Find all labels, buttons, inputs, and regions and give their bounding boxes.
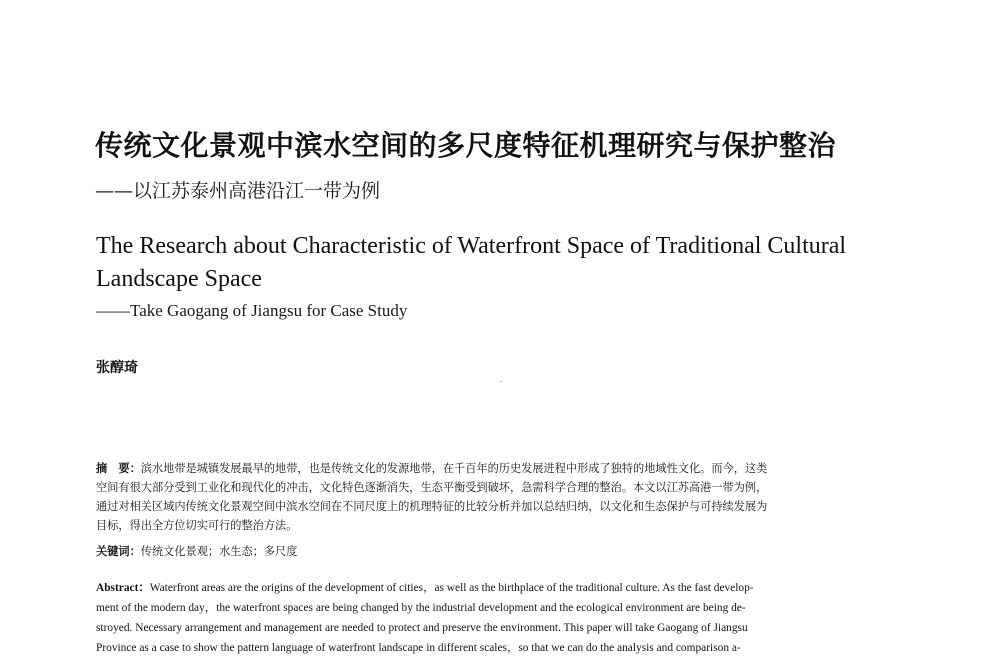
chinese-subtitle: ——以江苏泰州高港沿江一带为例	[95, 180, 381, 202]
chinese-abstract-line-3: 通过对相关区域内传统文化景观空间中滨水空间在不同尺度上的机理特征的比较分析并加以总结归纳，以文化和生态保护与可持续发展为	[96, 500, 768, 513]
keywords-line	[96, 543, 297, 559]
english-abstract-line-1	[96, 578, 896, 598]
chinese-title: 传统文化景观中滨水空间的多尺度特征机理研究与保护整治	[95, 129, 837, 162]
keywords-label: 关键词：	[96, 545, 141, 558]
scan-speck	[500, 381, 502, 382]
chinese-abstract-line-4: 目标，得出全方位切实可行的整治方法。	[96, 519, 298, 532]
chinese-abstract-text-1: 滨水地带是城镇发展最早的地带，也是传统文化的发源地带，在千百年的历史发展进程中形成了独特的地域性文化。而今，这类	[140, 462, 768, 475]
english-title-line-1: The Research about Characteristic of Waterfront Space of Traditional Cultural	[96, 233, 847, 259]
chinese-abstract	[96, 459, 896, 535]
english-title	[96, 230, 896, 296]
author-name: 张醇琦	[96, 360, 138, 376]
english-abstract	[96, 578, 896, 658]
english-abstract-text-1: Waterfront areas are the origins of the development of cities，as well as the birthplace of the traditional culture. As the fast develop-	[149, 582, 754, 594]
english-abstract-label: Abstract：	[96, 582, 150, 594]
english-title-line-2: Landscape Space	[96, 266, 262, 292]
english-abstract-line-3: stroyed. Necessary arrangement and management are needed to protect and preserve the environment. This paper will take Gaogang of Jiangsu	[96, 622, 748, 634]
english-subtitle: ——Take Gaogang of Jiangsu for Case Study	[96, 301, 408, 320]
keywords-text: 传统文化景观；水生态；多尺度	[140, 545, 298, 558]
english-abstract-line-4: Province as a case to show the pattern language of waterfront landscape in different scales，so that we can do the analysis and comparison a-	[96, 642, 741, 654]
english-abstract-line-2: ment of the modern day，the waterfront spaces are being changed by the industrial development and the ecological environment are being de-	[96, 602, 746, 614]
chinese-abstract-label: 摘 要：	[96, 462, 141, 475]
chinese-abstract-line-1	[96, 459, 896, 478]
chinese-abstract-line-2: 空间有很大部分受到工业化和现代化的冲击，文化特色逐渐消失，生态平衡受到破坏，急需科学合理的整治。本文以江苏高港一带为例，	[96, 481, 768, 494]
